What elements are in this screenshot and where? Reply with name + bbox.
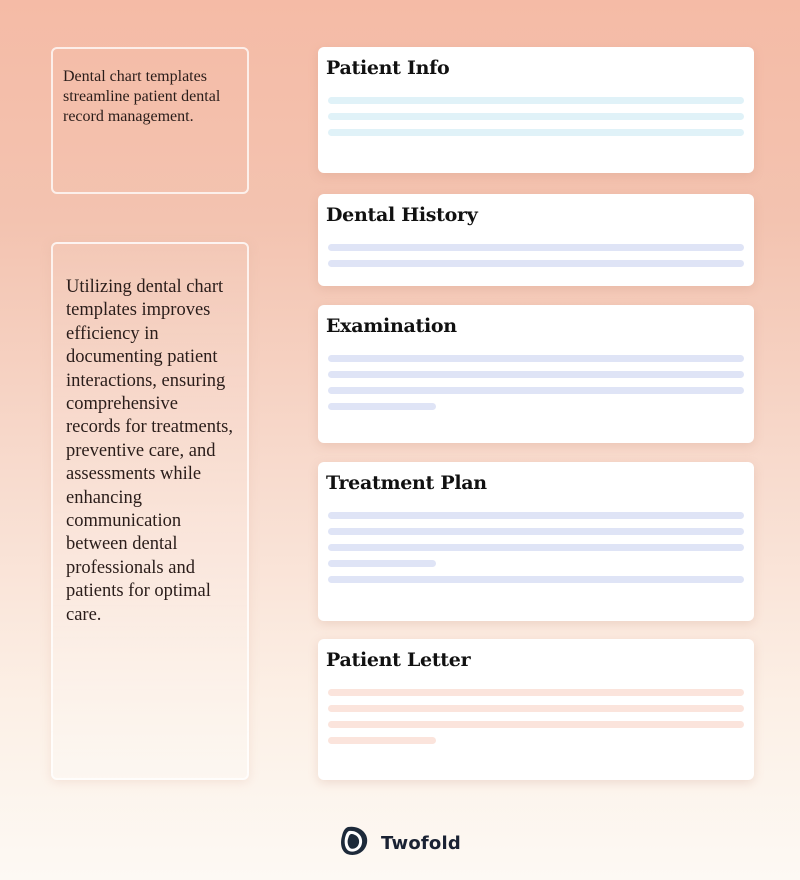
placeholder-line <box>328 355 744 362</box>
summary-note <box>51 47 249 194</box>
placeholder-line <box>328 113 744 120</box>
patient-letter-card <box>318 639 754 780</box>
placeholder-line <box>328 689 744 696</box>
twofold-logo-icon <box>339 825 369 861</box>
placeholder-line <box>328 560 436 567</box>
brand-name: Twofold <box>381 832 461 854</box>
placeholder-line <box>328 403 436 410</box>
dental-history-title: Dental History <box>326 204 478 226</box>
placeholder-line <box>328 97 744 104</box>
placeholder-line <box>328 512 744 519</box>
placeholder-line <box>328 260 744 267</box>
summary-text: Dental chart templates streamline patient dental record management. <box>63 68 221 125</box>
placeholder-line <box>328 721 744 728</box>
treatment-plan-title: Treatment Plan <box>326 472 487 494</box>
detail-note <box>51 242 249 780</box>
placeholder-line <box>328 544 744 551</box>
placeholder-line <box>328 387 744 394</box>
detail-text: Utilizing dental chart templates improves efficiency in documenting patient interactions, ensuring comprehensive records for treatments, preventive care, and assessments while enhancing communication between dental professionals and patients for optimal care. <box>66 277 233 625</box>
placeholder-line <box>328 705 744 712</box>
placeholder-line <box>328 129 744 136</box>
patient-letter-title: Patient Letter <box>326 649 471 671</box>
examination-title: Examination <box>326 315 457 337</box>
placeholder-line <box>328 737 436 744</box>
treatment-plan-card <box>318 462 754 621</box>
placeholder-line <box>328 371 744 378</box>
placeholder-line <box>328 528 744 535</box>
placeholder-line <box>328 576 744 583</box>
examination-card <box>318 305 754 443</box>
brand-logo <box>339 826 461 860</box>
dental-history-card <box>318 194 754 286</box>
patient-info-card <box>318 47 754 173</box>
placeholder-line <box>328 244 744 251</box>
patient-info-title: Patient Info <box>326 57 450 79</box>
